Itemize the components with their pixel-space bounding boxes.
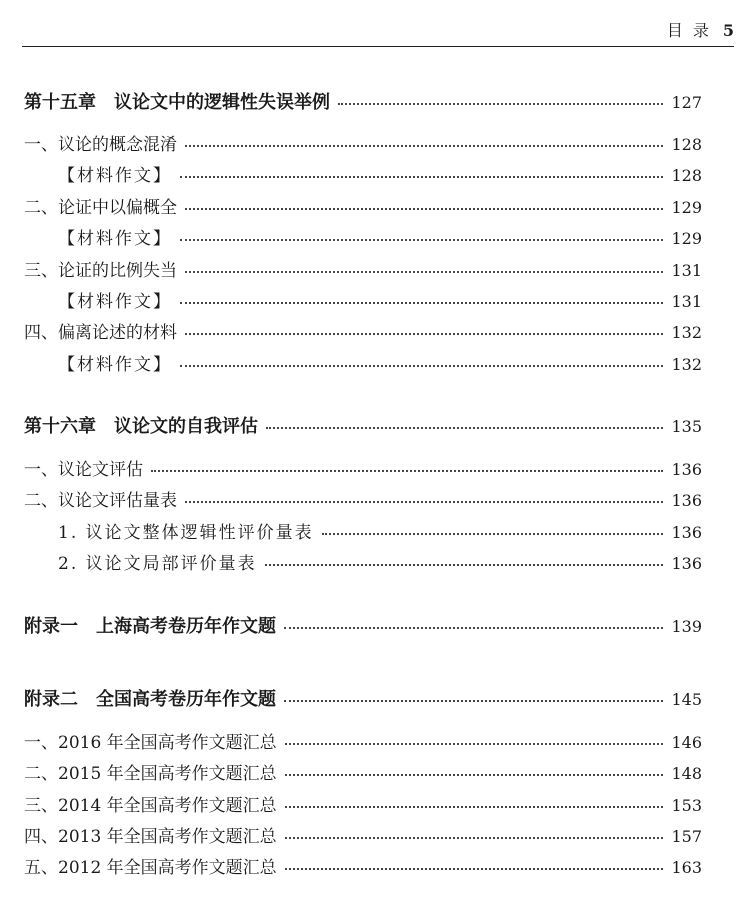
toc-section[interactable] (24, 455, 702, 480)
leader-dots (180, 365, 663, 367)
leader-dots (322, 533, 664, 535)
toc-entry-page: 136 (671, 460, 702, 479)
toc-chapter-16[interactable] (24, 412, 702, 438)
toc-entry-page: 135 (671, 417, 702, 436)
toc-entry-page: 146 (671, 733, 702, 752)
toc-subsection[interactable] (58, 287, 702, 312)
toc-entry-title: 【材料作文】 (58, 292, 172, 312)
toc-entry-title: 三、2014 年全国高考作文题汇总 (24, 796, 277, 816)
toc-entry-title: 附录二 全国高考卷历年作文题 (24, 689, 276, 710)
running-header (667, 18, 734, 41)
leader-dots (180, 302, 663, 304)
toc-section[interactable] (24, 791, 702, 816)
toc-entry-page: 131 (671, 292, 702, 311)
toc-subsection[interactable] (58, 161, 702, 186)
toc-entry-page: 157 (671, 827, 702, 846)
toc-entry-page: 136 (671, 523, 702, 542)
leader-dots (284, 700, 663, 702)
leader-dots (285, 743, 664, 745)
toc-entry-page: 153 (671, 796, 702, 815)
leader-dots (151, 470, 663, 472)
toc-entry-page: 132 (671, 323, 702, 342)
toc-appendix-2[interactable] (24, 685, 702, 711)
leader-dots (265, 564, 664, 566)
toc-section[interactable] (24, 130, 702, 155)
toc-section[interactable] (24, 822, 702, 847)
toc-entry-page: 129 (671, 229, 702, 248)
toc-entry-page: 136 (671, 554, 702, 573)
toc-entry-page: 128 (671, 166, 702, 185)
toc-entry-page: 128 (671, 135, 702, 154)
toc-subsection[interactable] (58, 549, 702, 574)
leader-dots (185, 208, 663, 210)
toc-entry-title: 1. 议论文整体逻辑性评价量表 (58, 523, 314, 543)
toc-entry-page: 145 (671, 690, 702, 709)
header-page-number: 5 (722, 21, 734, 40)
toc-entry-page: 139 (671, 617, 702, 636)
toc-entry-page: 132 (671, 355, 702, 374)
toc-entry-title: 第十五章 议论文中的逻辑性失误举例 (24, 92, 330, 113)
toc-entry-title: 附录一 上海高考卷历年作文题 (24, 616, 276, 637)
toc-entry-title: 一、议论文评估 (24, 460, 143, 480)
leader-dots (185, 145, 663, 147)
leader-dots (180, 176, 663, 178)
toc-entry-page: 127 (671, 93, 702, 112)
leader-dots (185, 271, 663, 273)
toc-entry-page: 148 (671, 764, 702, 783)
leader-dots (266, 427, 663, 429)
toc-entry-page: 136 (671, 491, 702, 510)
toc-entry-page: 129 (671, 198, 702, 217)
toc-subsection[interactable] (58, 518, 702, 543)
toc-section[interactable] (24, 256, 702, 281)
toc-entry-title: 二、议论文评估量表 (24, 491, 177, 511)
toc-entry-title: 二、2015 年全国高考作文题汇总 (24, 764, 277, 784)
header-label: 目录 (666, 21, 719, 40)
leader-dots (285, 774, 664, 776)
toc-section[interactable] (24, 318, 702, 343)
toc-entry-title: 五、2012 年全国高考作文题汇总 (24, 858, 277, 878)
leader-dots (284, 627, 663, 629)
toc-section[interactable] (24, 759, 702, 784)
leader-dots (185, 501, 663, 503)
toc-entry-title: 【材料作文】 (58, 229, 172, 249)
leader-dots (180, 239, 663, 241)
leader-dots (285, 868, 664, 870)
leader-dots (185, 333, 663, 335)
toc-entry-title: 第十六章 议论文的自我评估 (24, 416, 258, 437)
toc-entry-title: 四、偏离论述的材料 (24, 323, 177, 343)
leader-dots (285, 806, 664, 808)
header-rule (22, 46, 734, 47)
toc-subsection[interactable] (58, 350, 702, 375)
toc-entry-title: 2. 议论文局部评价量表 (58, 554, 257, 574)
toc-entry-title: 二、论证中以偏概全 (24, 198, 177, 218)
toc-entry-title: 【材料作文】 (58, 355, 172, 375)
toc-entry-title: 【材料作文】 (58, 166, 172, 186)
leader-dots (285, 837, 664, 839)
toc-entry-page: 163 (671, 858, 702, 877)
toc-entry-title: 一、2016 年全国高考作文题汇总 (24, 733, 277, 753)
toc-entry-title: 一、议论的概念混淆 (24, 135, 177, 155)
toc-section[interactable] (24, 853, 702, 878)
toc-entry-title: 四、2013 年全国高考作文题汇总 (24, 827, 277, 847)
toc-appendix-1[interactable] (24, 612, 702, 638)
leader-dots (338, 103, 663, 105)
toc-entry-page: 131 (671, 261, 702, 280)
toc-section[interactable] (24, 486, 702, 511)
toc-section[interactable] (24, 193, 702, 218)
toc-chapter-15[interactable] (24, 88, 702, 114)
toc-entry-title: 三、论证的比例失当 (24, 261, 177, 281)
toc-section[interactable] (24, 728, 702, 753)
toc-subsection[interactable] (58, 224, 702, 249)
